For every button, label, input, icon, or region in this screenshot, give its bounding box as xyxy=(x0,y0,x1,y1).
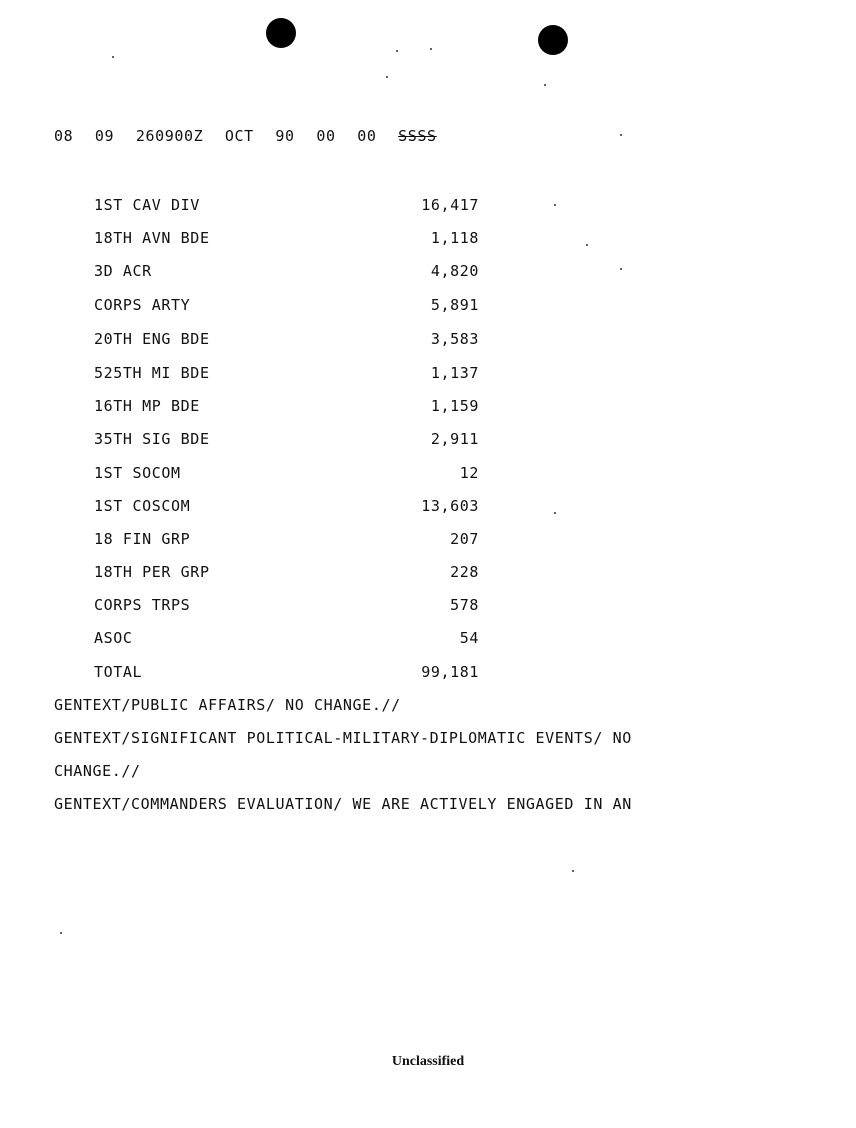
unit-name: TOTAL xyxy=(94,663,143,681)
unit-strength: 1,159 xyxy=(430,397,479,415)
unit-name: 18TH PER GRP xyxy=(94,563,210,581)
gentext-line: CHANGE.// xyxy=(54,762,141,780)
punch-hole-left xyxy=(266,18,296,48)
gentext-line: GENTEXT/SIGNIFICANT POLITICAL-MILITARY-DIPLOMATIC EVENTS/ NO xyxy=(54,729,632,747)
unit-strength: 16,417 xyxy=(421,196,479,214)
unit-name: ASOC xyxy=(94,629,133,647)
gentext-line: GENTEXT/PUBLIC AFFAIRS/ NO CHANGE.// xyxy=(54,696,401,714)
unit-strength: 99,181 xyxy=(421,663,479,681)
scan-speck xyxy=(620,134,622,136)
unit-name: 1ST COSCOM xyxy=(94,497,191,515)
header-field: 00 xyxy=(357,127,377,145)
unit-strength: 578 xyxy=(450,596,479,614)
scan-speck xyxy=(60,932,62,934)
unit-strength: 4,820 xyxy=(430,262,479,280)
unit-name: 1ST SOCOM xyxy=(94,464,181,482)
scan-speck xyxy=(396,50,398,52)
header-field: OCT xyxy=(224,127,254,145)
unit-strength: 12 xyxy=(459,464,479,482)
message-header xyxy=(54,127,449,145)
unit-strength: 228 xyxy=(450,563,479,581)
unit-name: 18 FIN GRP xyxy=(94,530,191,548)
punch-hole-right xyxy=(538,25,568,55)
header-field: 08 xyxy=(54,127,74,145)
unit-name: 20TH ENG BDE xyxy=(94,330,210,348)
header-dtg: 260900Z xyxy=(135,127,204,145)
unit-strength: 1,137 xyxy=(430,364,479,382)
header-struck-classification: SSSS xyxy=(398,127,437,145)
unit-strength: 54 xyxy=(459,629,479,647)
scan-speck xyxy=(620,268,622,270)
unit-strength: 5,891 xyxy=(430,296,479,314)
unit-strength: 2,911 xyxy=(430,430,479,448)
unit-name: 18TH AVN BDE xyxy=(94,229,210,247)
scan-speck xyxy=(430,48,432,50)
scan-speck xyxy=(554,512,556,514)
unit-name: 3D ACR xyxy=(94,262,152,280)
unit-strength: 3,583 xyxy=(430,330,479,348)
unit-name: 16TH MP BDE xyxy=(94,397,200,415)
scan-speck xyxy=(572,870,574,872)
unit-strength: 13,603 xyxy=(421,497,479,515)
unit-name: 525TH MI BDE xyxy=(94,364,210,382)
unit-name: CORPS ARTY xyxy=(94,296,191,314)
scan-speck xyxy=(386,76,388,78)
header-field: 00 xyxy=(316,127,336,145)
classification-footer: Unclassified xyxy=(391,1054,465,1069)
gentext-line: GENTEXT/COMMANDERS EVALUATION/ WE ARE ACTIVELY ENGAGED IN AN xyxy=(54,795,632,813)
unit-name: CORPS TRPS xyxy=(94,596,191,614)
scan-speck xyxy=(112,56,114,58)
header-field: 90 xyxy=(275,127,295,145)
scan-speck xyxy=(586,244,588,246)
scan-speck xyxy=(544,84,546,86)
header-field: 09 xyxy=(94,127,115,145)
unit-name: 35TH SIG BDE xyxy=(94,430,210,448)
unit-name: 1ST CAV DIV xyxy=(94,196,200,214)
scan-speck xyxy=(554,204,556,206)
unit-strength: 1,118 xyxy=(430,229,479,247)
unit-strength: 207 xyxy=(450,530,479,548)
